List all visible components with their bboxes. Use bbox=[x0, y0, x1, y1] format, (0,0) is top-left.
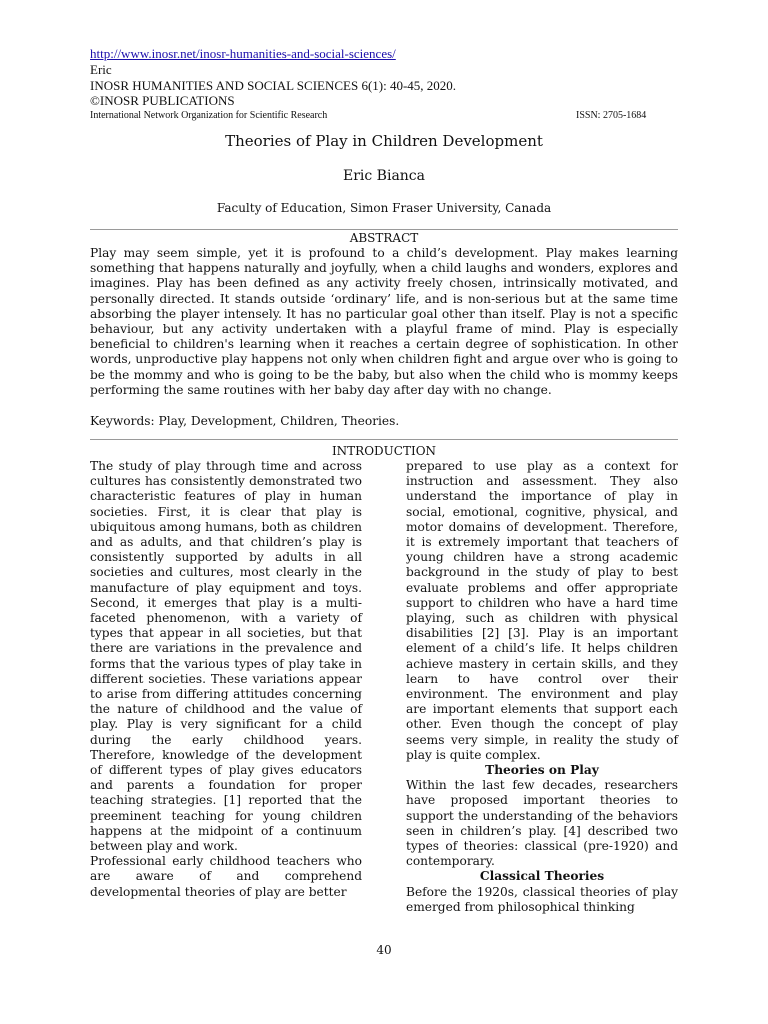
intro-paragraph-2: Professional early childhood teachers who are aware of and comprehend developmental theories of play are better bbox=[90, 854, 362, 899]
publisher-line: ©INOSR PUBLICATIONS bbox=[90, 93, 235, 108]
running-header bbox=[90, 46, 690, 123]
issn-label: ISSN: 2705-1684 bbox=[576, 109, 647, 121]
classical-paragraph: Before the 1920s, classical theories of play emerged from philosophical thinking bbox=[406, 884, 678, 914]
introduction-heading: INTRODUCTION bbox=[331, 444, 437, 458]
paper-title: Theories of Play in Children Development bbox=[225, 132, 543, 150]
theories-on-play-heading: Theories on Play bbox=[485, 763, 599, 778]
journal-citation: INOSR HUMANITIES AND SOCIAL SCIENCES 6(1): 40-45, 2020. bbox=[90, 77, 457, 93]
header-author: Eric bbox=[90, 62, 112, 77]
paper-author: Eric Bianca bbox=[343, 168, 425, 184]
right-column bbox=[406, 459, 678, 915]
author-affiliation: Faculty of Education, Simon Fraser University, Canada bbox=[216, 201, 552, 215]
intro-paragraph-1: The study of play through time and across cultures has consistently demonstrated two characteristic features of play in human societies. First, it is clear that play is ubiquitous among humans, both as children and as adults, and that children’s play is consistently supported by adults in all societies and cultures, most clearly in the manufacture of play equipment and toys. Second, it emerges that play is a multi-faceted phenomenon, with a variety of types that appear in all societies, but that there are variations in the prevalence and forms that the various types of play take in different societies. These variations appear to arise from differing attitudes concerning the nature of childhood and the value of play. Play is very significant for a child during the early childhood years. Therefore, knowledge of the development of different types of play gives educators and parents a foundation for proper teaching strategies. [1] reported that the preeminent teaching for young children happens at the midpoint of a continuum between play and work. bbox=[90, 459, 362, 854]
abstract-heading: ABSTRACT bbox=[349, 231, 419, 245]
left-column bbox=[90, 459, 362, 900]
abstract-top-rule bbox=[90, 229, 678, 230]
organization-line bbox=[90, 109, 690, 123]
keywords-line: Keywords: Play, Development, Children, Theories. bbox=[90, 414, 400, 428]
theories-paragraph: Within the last few decades, researchers have proposed important theories to support the understanding of the behaviors seen in children’s play. [4] described two types of theories: classical (pre-1920) and contemporary. bbox=[406, 778, 678, 869]
introduction-top-rule bbox=[90, 439, 678, 440]
classical-theories-heading: Classical Theories bbox=[479, 869, 605, 884]
page-number: 40 bbox=[376, 943, 392, 957]
journal-url-link[interactable]: http://www.inosr.net/inosr-humanities-and-social-sciences/ bbox=[90, 46, 396, 61]
organization-name: International Network Organization for Scientific Research bbox=[90, 109, 328, 121]
intro-paragraph-3: prepared to use play as a context for instruction and assessment. They also understand the importance of play in social, emotional, cognitive, physical, and motor domains of development. Therefore, it is extremely important that teachers of young children have a strong academic background in the study of play to best evaluate problems and offer appropriate support to children who have a hard time playing, such as children with physical disabilities [2] [3]. Play is an important element of a child’s life. It helps children achieve mastery in certain skills, and they learn to have control over their environment. The environment and play are important elements that support each other. Even though the concept of play seems very simple, in reality the study of play is quite complex. bbox=[406, 459, 678, 762]
abstract-text: Play may seem simple, yet it is profound to a child’s development. Play makes learning something that happens naturally and joyfully, when a child laughs and wonders, explores and imagines. Play has been defined as any activity freely chosen, intrinsically motivated, and personally directed. It stands outside ‘ordinary’ life, and is non-serious but at the same time absorbing the player intensely. It has no particular goal other than itself. Play is not a specific behaviour, but any activity undertaken with a playful frame of mind. Play is especially beneficial to children's learning when it reaches a certain degree of sophistication. In other words, unproductive play happens not only when children fight and argue over who is going to be the mommy and who is going to be the baby, but also when the child who is mommy keeps performing the same routines with her baby day after day with no change. bbox=[90, 246, 678, 397]
